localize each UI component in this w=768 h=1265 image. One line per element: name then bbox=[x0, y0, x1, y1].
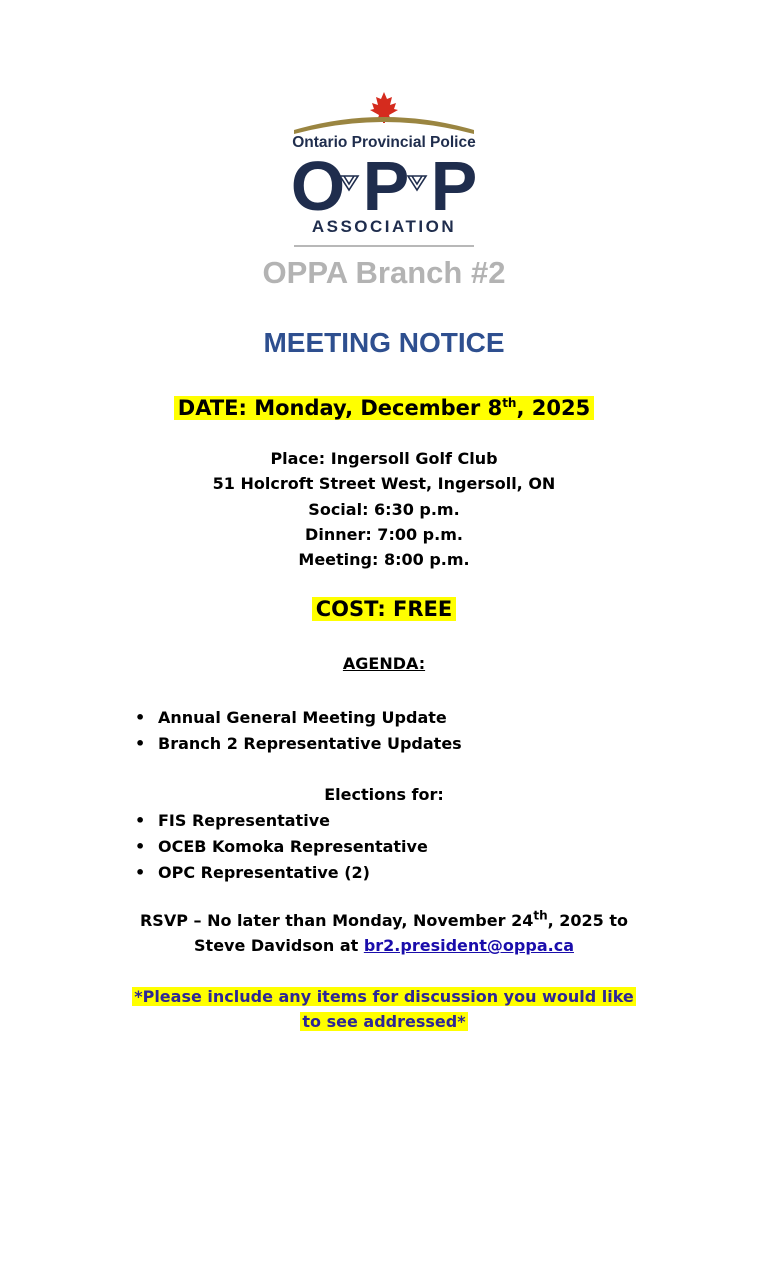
list-item: • FIS Representative bbox=[135, 808, 635, 834]
rsvp-sup: th bbox=[533, 908, 548, 923]
branch-title: OPPA Branch #2 bbox=[262, 255, 506, 290]
logo-letter-o: O bbox=[290, 147, 346, 225]
list-item: • Annual General Meeting Update bbox=[135, 705, 635, 731]
agenda-heading-text: AGENDA: bbox=[342, 654, 426, 673]
note-line-2: to see addressed* bbox=[302, 1012, 466, 1031]
address-line: 51 Holcroft Street West, Ingersoll, ON bbox=[212, 474, 556, 493]
logo-association: ASSOCIATION bbox=[311, 217, 457, 236]
rsvp-line-2 bbox=[0, 936, 768, 955]
rsvp-text-post: , 2025 to bbox=[547, 911, 629, 930]
cost-highlight: COST: FREE bbox=[312, 597, 456, 621]
rsvp-contact: Steve Davidson at bbox=[194, 936, 364, 955]
date-label: DATE: Monday, December 8 bbox=[177, 396, 503, 420]
logo-letter-p2: P bbox=[430, 147, 478, 225]
oppa-logo bbox=[288, 90, 480, 250]
email-link[interactable]: br2.president@oppa.ca bbox=[363, 936, 574, 955]
dinner-time: Dinner: 7:00 p.m. bbox=[305, 525, 463, 544]
gold-arc bbox=[294, 117, 474, 134]
social-time: Social: 6:30 p.m. bbox=[308, 500, 460, 519]
list-item: • Branch 2 Representative Updates bbox=[135, 731, 635, 757]
place-line: Place: Ingersoll Golf Club bbox=[270, 449, 498, 468]
agenda-list bbox=[135, 705, 635, 757]
meeting-time: Meeting: 8:00 p.m. bbox=[298, 550, 470, 569]
logo-org-line: Ontario Provincial Police bbox=[292, 134, 476, 151]
logo-letter-p1: P bbox=[362, 147, 410, 225]
cost-line bbox=[0, 597, 768, 621]
rsvp-text: RSVP – No later than Monday, November 24 bbox=[139, 911, 534, 930]
elections-list bbox=[135, 808, 635, 886]
date-highlight bbox=[174, 396, 594, 420]
discussion-note bbox=[0, 984, 768, 1034]
date-line bbox=[0, 396, 768, 420]
agenda-heading bbox=[0, 654, 768, 673]
rsvp-line-1 bbox=[0, 908, 768, 930]
note-line-1: *Please include any items for discussion you would like bbox=[134, 987, 634, 1006]
list-item: • OPC Representative (2) bbox=[135, 860, 635, 886]
date-year: , 2025 bbox=[516, 396, 591, 420]
date-sup: th bbox=[502, 396, 517, 410]
trillium-icon-2 bbox=[408, 176, 426, 190]
elections-heading: Elections for: bbox=[324, 785, 444, 804]
list-item: • OCEB Komoka Representative bbox=[135, 834, 635, 860]
meeting-notice-title: MEETING NOTICE bbox=[263, 327, 505, 358]
